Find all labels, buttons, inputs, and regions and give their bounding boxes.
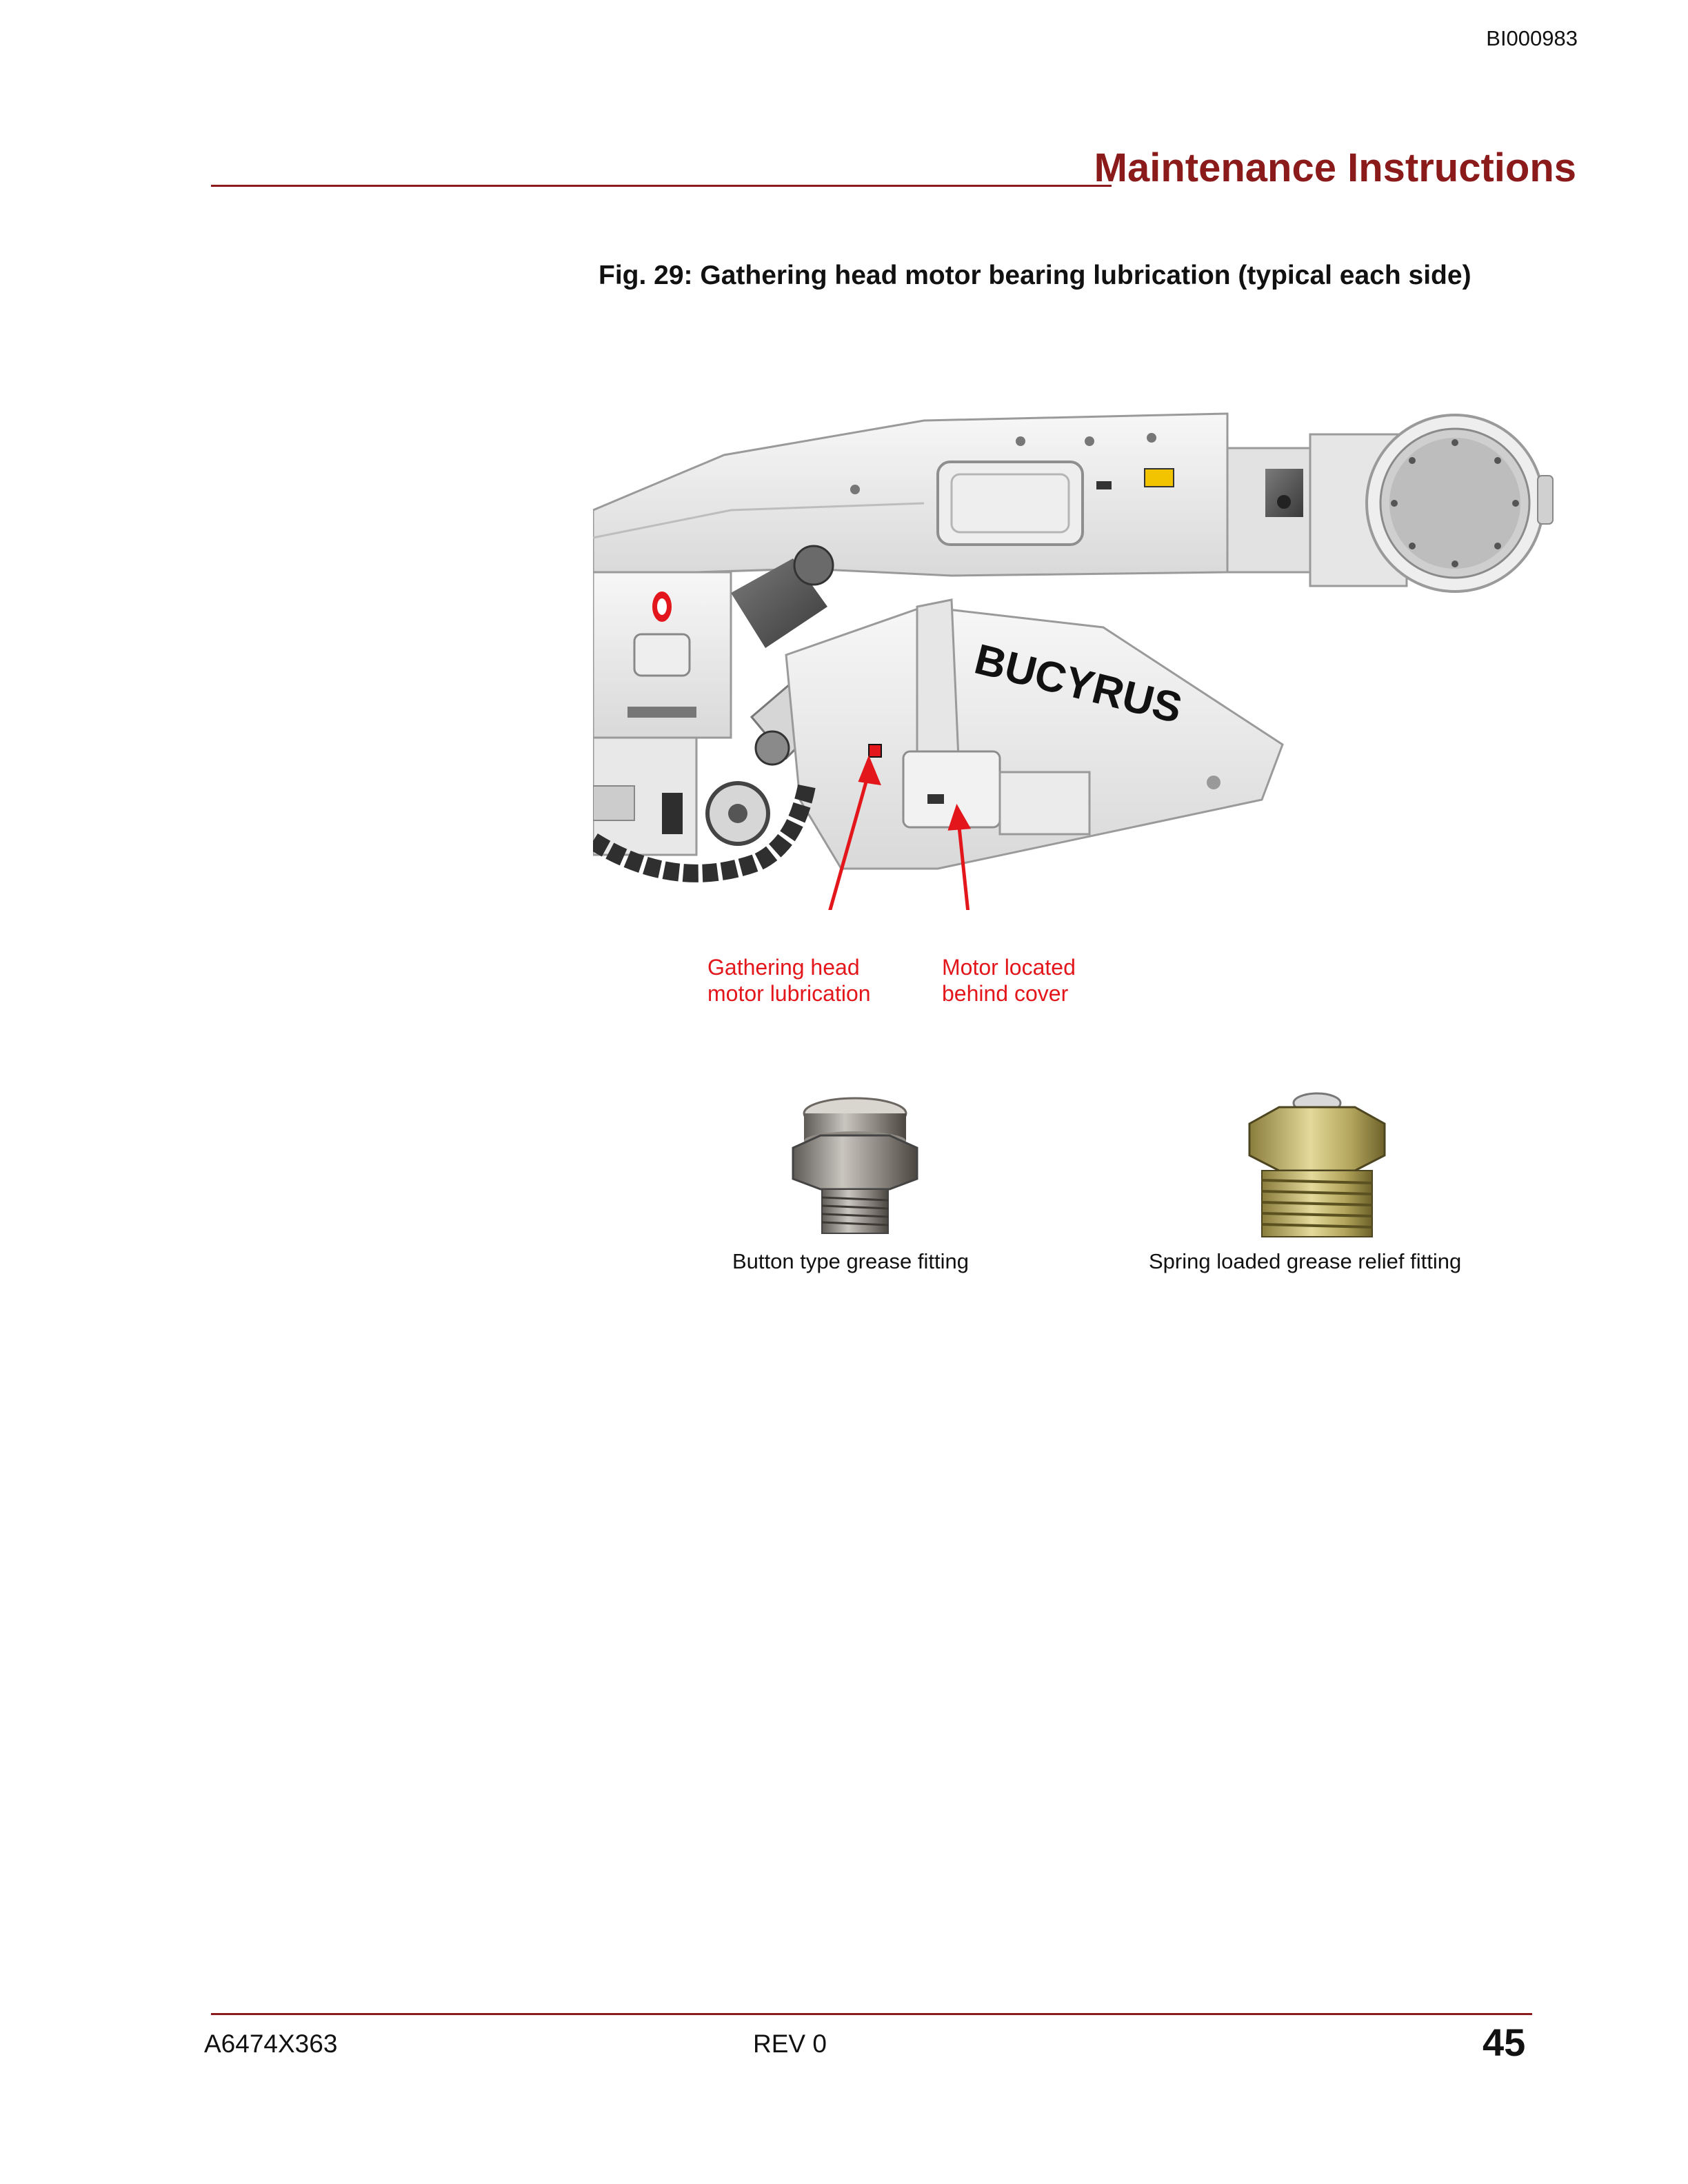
callout-motor-behind-cover: Motor located behind cover — [942, 955, 1076, 1006]
spring-fitting-label: Spring loaded grease relief fitting — [1149, 1249, 1462, 1273]
section-title: Maintenance Instructions — [1094, 145, 1576, 190]
gathering-apron — [786, 600, 1283, 869]
button-grease-fitting-image — [779, 1093, 931, 1237]
boom-arm — [593, 414, 1407, 586]
machine-illustration — [593, 400, 1593, 910]
page-number: 45 — [1483, 2021, 1526, 2064]
document-id: BI000983 — [1486, 26, 1578, 50]
revision: REV 0 — [753, 2030, 827, 2058]
document-number: A6474X363 — [204, 2030, 338, 2058]
header-rule — [211, 185, 1112, 187]
footer-rule — [211, 2013, 1532, 2015]
button-fitting-label: Button type grease fitting — [732, 1249, 969, 1273]
cutter-drum — [1367, 415, 1553, 592]
spring-relief-fitting-image — [1241, 1089, 1393, 1241]
callout-gathering-head-lubrication: Gathering head motor lubrication — [707, 955, 871, 1006]
figure-caption: Fig. 29: Gathering head motor bearing lubrication (typical each side) — [599, 261, 1471, 290]
brand-lettering: BUCYRUS — [969, 635, 1187, 733]
